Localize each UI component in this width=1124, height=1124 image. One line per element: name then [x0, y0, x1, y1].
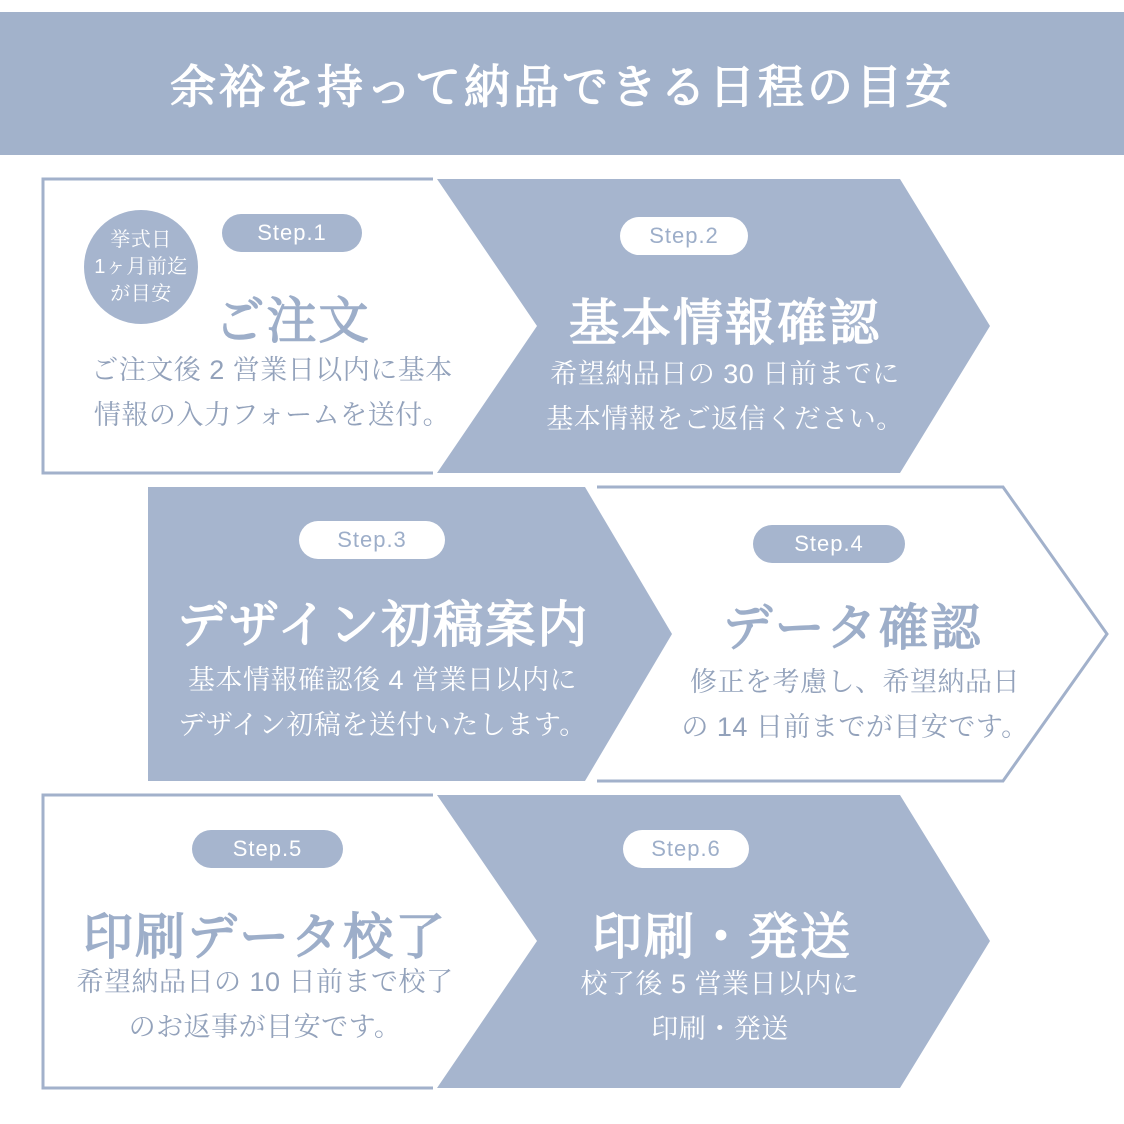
step1-description: ご注文後 2 営業日以内に基本 情報の入力フォームを送付。	[91, 355, 453, 430]
badge-line: が目安	[110, 282, 172, 305]
badge-line: 挙式日	[110, 228, 172, 251]
step2-badge: Step.2	[620, 217, 748, 255]
step6-badge: Step.6	[623, 830, 749, 868]
step2-title: 基本情報確認	[569, 295, 881, 351]
step2-description: 希望納品日の 30 日前までに 基本情報をご返信ください。	[546, 359, 904, 434]
step6-description: 校了後 5 営業日以内に 印刷・発送	[580, 969, 860, 1044]
step5-badge: Step.5	[192, 830, 343, 868]
step5-description: 希望納品日の 10 日前まで校了 のお返事が目安です。	[76, 967, 454, 1042]
step1-title: ご注文	[214, 293, 371, 349]
step4-description: 修正を考慮し、希望納品日 の 14 日前までが目安です。	[681, 667, 1029, 742]
page-title: 余裕を持って納品できる日程の目安	[170, 60, 954, 113]
step4-badge: Step.4	[753, 525, 905, 563]
step5-title: 印刷データ校了	[83, 909, 447, 965]
step3-description: 基本情報確認後 4 営業日以内に デザイン初稿を送付いたします。	[178, 665, 587, 740]
step3-badge: Step.3	[299, 521, 445, 559]
step6-title: 印刷・発送	[592, 909, 852, 965]
step4-title: データ確認	[722, 600, 983, 656]
step1-badge: Step.1	[222, 214, 362, 252]
step3-title: デザイン初稿案内	[176, 597, 590, 653]
badge-line: 1ヶ月前迄	[94, 255, 188, 278]
